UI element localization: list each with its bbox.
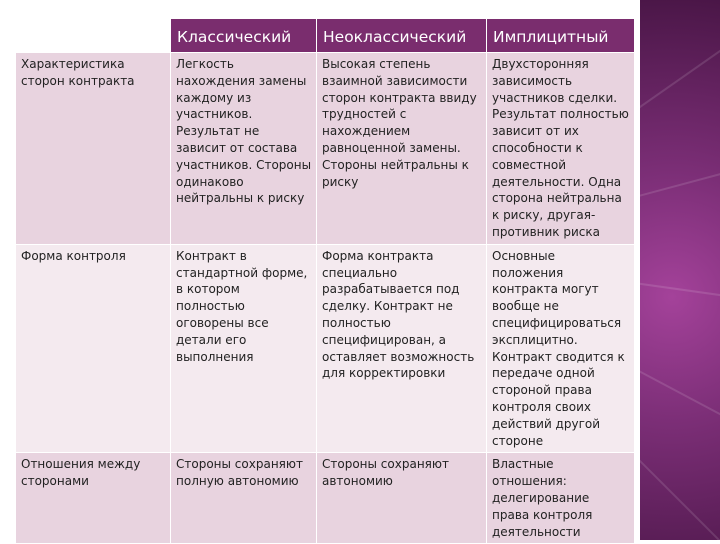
header-neoclassical: Неоклассический bbox=[317, 19, 487, 53]
row-label: Форма контроля bbox=[16, 244, 171, 453]
table-row bbox=[16, 244, 635, 453]
table-cell: Легкость нахождения замены каждому из участников. Результат не зависит от состава участников. Стороны одинаково нейтральны к риску bbox=[171, 53, 317, 245]
table-cell: Властные отношения: делегирование права контроля деятельности bbox=[487, 453, 635, 544]
header-implicit: Имплицитный bbox=[487, 19, 635, 53]
table-cell: Стороны сохраняют автономию bbox=[317, 453, 487, 544]
table-cell: Высокая степень взаимной зависимости сторон контракта ввиду трудностей с нахождением равноценной замены. Стороны нейтральны к риску bbox=[317, 53, 487, 245]
table-cell: Основные положения контракта могут вообще не специфицироваться эксплицитно. Контракт сводится к передаче одной стороной права контроля своих действий другой стороне bbox=[487, 244, 635, 453]
header-classical: Классический bbox=[171, 19, 317, 53]
table-cell: Двухсторонняя зависимость участников сделки. Результат полностью зависит от их способности к совместной деятельности. Одна сторона нейтральна к риску, другая-противник риска bbox=[487, 53, 635, 245]
header-corner-cell bbox=[16, 19, 171, 53]
decorative-side-panel bbox=[640, 0, 720, 540]
table-row bbox=[16, 53, 635, 245]
table-cell: Контракт в стандартной форме, в котором полностью оговорены все детали его выполнения bbox=[171, 244, 317, 453]
contract-comparison-table bbox=[15, 18, 635, 544]
header-row bbox=[16, 19, 635, 53]
table-cell: Форма контракта специально разрабатывается под сделку. Контракт не полностью специфицирован, а оставляет возможность для корректировки bbox=[317, 244, 487, 453]
row-label: Отношения между сторонами bbox=[16, 453, 171, 544]
table-row bbox=[16, 453, 635, 544]
table-cell: Стороны сохраняют полную автономию bbox=[171, 453, 317, 544]
row-label: Характеристика сторон контракта bbox=[16, 53, 171, 245]
